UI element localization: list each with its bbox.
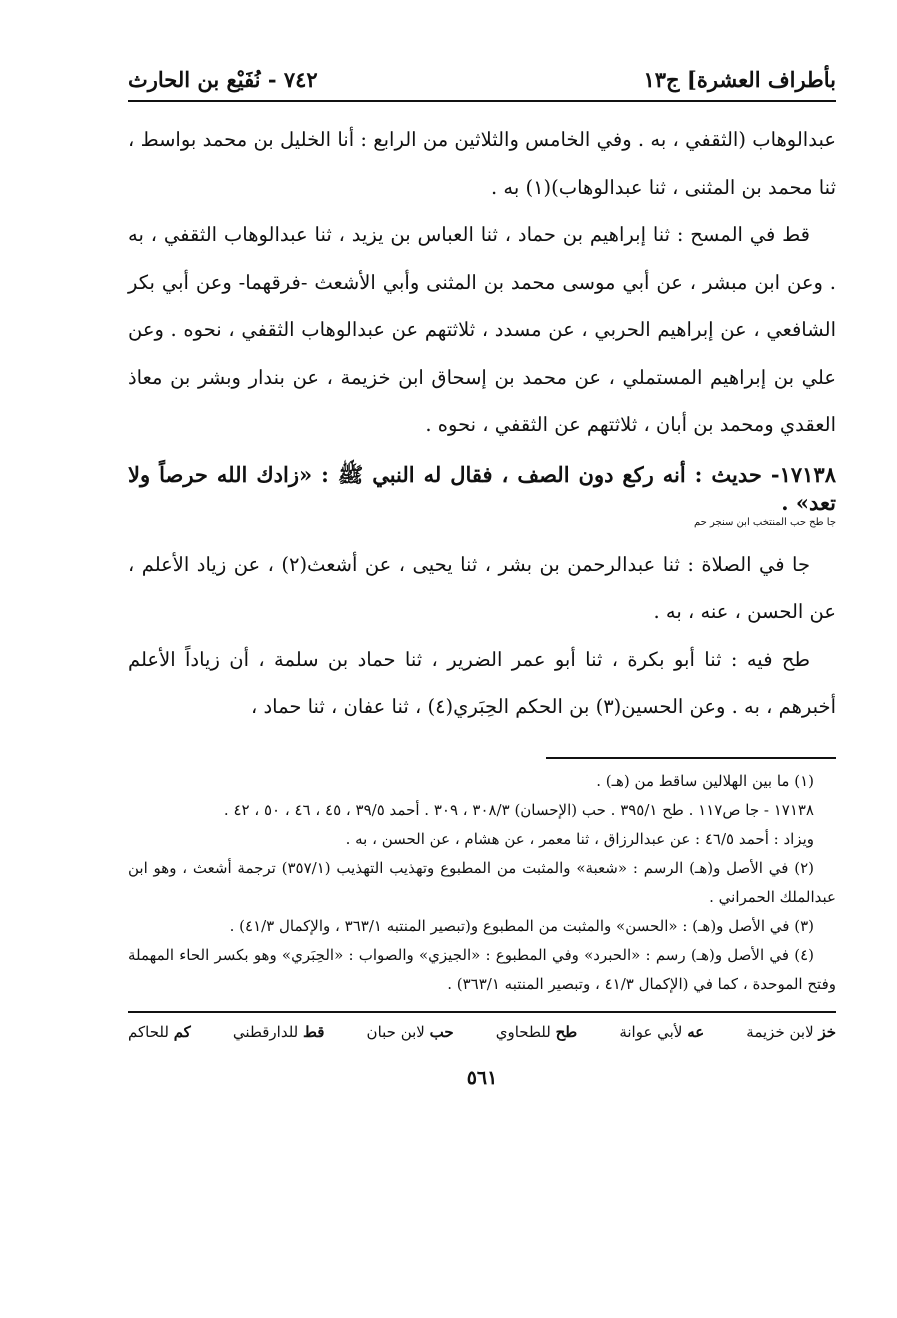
footnotes [128,767,836,999]
hadith-heading [128,461,836,529]
hadith-sigla: جا طح حب المنتخب ابن سنجر حم [693,516,836,528]
footnote: ويزاد : أحمد ٤٦/٥ : عن عبدالرزاق ، ثنا معمر ، عن هشام ، عن الحسن ، به . [345,829,814,848]
paragraph: قط في المسح : ثنا إبراهيم بن حماد ، ثنا العباس بن يزيد ، ثنا عبدالوهاب الثقفي ، به . وعن ابن مبشر ، عن أبي موسى محمد بن المثنى وأبي الأشعث -فرقهما- وعن أبي بكر الشافعي ، عن إبراهيم الحربي ، عن مسدد ، ثلاثتهم عن عبدالوهاب الثقفي ، نحوه . وعن علي بن إبراهيم المستملي ، عن محمد بن إسحاق ابن خزيمة ، عن بندار وبشر بن معاذ العقدي ومحمد بن أبان ، ثلاثتهم عن الثقفي ، نحوه . [128,223,836,436]
footnote: ١٧١٣٨ - جا ص١١٧ . طح ٣٩٥/١ . حب (الإحسان) ٣٠٨/٣ ، ٣٠٩ . أحمد ٣٩/٥ ، ٤٥ ، ٤٦ ، ٥٠ ، ٤٢ . [223,800,814,819]
footnote: (١) ما بين الهلالين ساقط من (هـ) . [596,771,814,790]
hadith-text: ١٧١٣٨- حديث : أنه ركع دون الصف ، فقال له النبي ﷺ : «زادك الله حرصاً ولا تعد» . [128,461,836,515]
paragraph: عبدالوهاب (الثقفي ، به . وفي الخامس والثلاثين من الرابع : أنا الخليل بن محمد بواسط ، ثنا محمد بن المثنى ، ثنا عبدالوهاب)(١) به . [128,128,836,199]
header-left: ٧٤٢ - نُفَيْع بن الحارث [128,66,318,92]
running-header [128,62,836,96]
abbr-item: عه لأبي عوانة [619,1022,705,1041]
abbreviation-rule [128,1011,836,1013]
abbr-item: طح للطحاوي [495,1022,578,1041]
page [128,62,836,1302]
paragraph: جا في الصلاة : ثنا عبدالرحمن بن بشر ، ثنا يحيى ، عن أشعث(٢) ، عن زياد الأعلم ، عن الحسن ، عنه ، به . [128,552,836,623]
paragraph: طح فيه : ثنا أبو بكرة ، ثنا أبو عمر الضرير ، ثنا حماد بن سلمة ، أن زياداً الأعلم أخبرهم ، به . وعن الحسين(٣) بن الحكم الحِبَري(٤) ، ثنا عفان ، ثنا حماد ، [128,647,836,718]
footnote: (٣) في الأصل و(هـ) : «الحسن» والمثبت من المطبوع و(تبصير المنتبه ٣٦٣/١ ، والإكمال ٤١/٣) . [229,916,814,935]
main-text [128,116,836,731]
header-right: بأطراف العشرة] ج١٣ [643,66,836,92]
abbr-item: خز لابن خزيمة [746,1022,836,1041]
abbr-item: حب لابن حبان [366,1022,454,1041]
footnote-rule [546,757,836,759]
abbreviation-key [128,1023,836,1041]
abbr-item: قط للدارقطني [232,1022,325,1041]
page-number: ٥٦١ [466,1066,498,1089]
footnote: (٤) في الأصل و(هـ) رسم : «الحبرد» وفي المطبوع : «الجيزي» والصواب : «الحِبَري» وهو بكسر الحاء المهملة وفتح الموحدة ، كما في (الإكمال ٤١/٣ ، وتبصير المنتبه ٣٦٣/١) . [128,945,836,993]
footnote: (٢) في الأصل و(هـ) الرسم : «شعبة» والمثبت من المطبوع وتهذيب التهذيب (٣٥٧/١) ترجمة أشعث ، وهو ابن عبدالملك الحمراني . [128,858,836,906]
header-rule [128,100,836,102]
abbr-item: كم للحاكم [128,1022,191,1041]
